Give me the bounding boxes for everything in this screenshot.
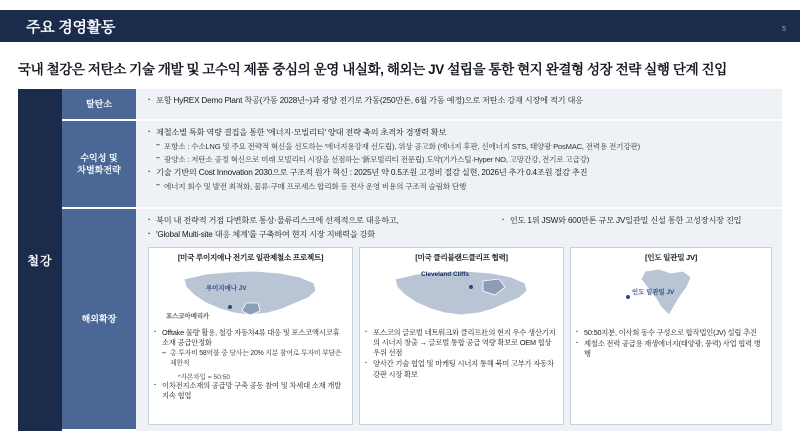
bullet: · 50:50지분, 이사회 동수 구성으로 합작법인(JV) 설립 추진 <box>576 328 766 338</box>
bullet: · 제철소 전력 공급용 재생에너지(태양광, 풍력) 사업 협력 병행 <box>576 339 766 359</box>
map-usa-louisiana <box>154 265 347 325</box>
overseas-summary <box>148 215 772 243</box>
bullet: · 기술 기반의 Cost Innovation 2030으로 구조적 원가 혁신 : 2025년 약 0.5조원 고정비 절감 실현, 2026년 추가 0.4조원 절감 추진 <box>148 167 772 179</box>
content-column <box>136 89 782 431</box>
bullet: · 인도 1위 JSW와 600만톤 규모 JV일관밀 신설 통한 고성장시장 진입 <box>502 215 772 227</box>
section-overseas <box>136 209 782 431</box>
card-note: *자본차입 = 50:50 <box>178 373 231 381</box>
card-title: [미국 클리블랜드클리프 협력] <box>415 252 508 262</box>
card-title: [인도 일관밀 JV] <box>645 252 697 262</box>
bullet: – 총 투자비 58억불 중 당사는 20% 지분 참여로 투자비 부담은 제한적 <box>154 349 347 368</box>
map-label-cleveland-cliffs: Cleveland Cliffs <box>421 270 469 278</box>
slide-title-band <box>0 10 800 42</box>
card-cleveland-cliffs <box>359 247 564 425</box>
bullet: – 포항소 : 수소LNG 및 주요 전략적 혁신을 선도하는 '에너지용강재 선도립), 위상 공고화 (에너지 후판, 신에너지 STS, 태양광 PosMAC, 전력용 전기강판) <box>148 141 772 152</box>
section-profitability <box>136 121 782 209</box>
map-marker <box>228 305 232 309</box>
bullet: · 북미 내 전략적 거점 다변화로 통상·물류리스크에 선제적으로 대응하고, <box>148 215 492 227</box>
map-marker <box>469 285 473 289</box>
bullet: – 에너지 회수 및 발전 최적화, 물류·구매 프로세스 합리화 등 전사 운영 비용의 구조적 슬림화 단행 <box>148 181 772 192</box>
overseas-cards <box>148 247 772 425</box>
category-overseas: 해외확장 <box>62 209 136 431</box>
bullet: · 제철소별 특화 역량 결집을 통한 '에너지·모빌리티' 양대 전략 축의 초격차 경쟁력 확보 <box>148 127 772 139</box>
card-title: [미국 루이지애나 전기로 일관제철소 프로젝트] <box>177 252 324 262</box>
bullet: · Offtake 물량 활용, 철강 자동차4류 대응 및 포스코액시코휴 소재 공급안정화 <box>154 328 347 348</box>
category-column <box>62 89 136 431</box>
page-title: 주요 경영활동 <box>26 18 116 36</box>
category-profitability-label: 수익성 및 차별화전략 <box>77 152 121 175</box>
bullet: · 양사간 기술 협업 및 마케팅 시너지 통해 북미 고부가 자동차강판 시장 확보 <box>365 359 558 379</box>
map-marker <box>626 295 630 299</box>
map-usa-cleveland <box>365 265 558 325</box>
content-table <box>18 88 782 431</box>
section-decarbonization <box>136 89 782 121</box>
category-profitability <box>62 121 136 209</box>
bullet: · 포항 HyREX Demo Plant 착공(가동 2028년~)과 광양 전기로 가동(250만톤, 6월 가동 예정)으로 저탄소 강재 시장에 적기 대응 <box>148 95 772 107</box>
row-label-steel: 철강 <box>18 89 62 431</box>
card-louisiana <box>148 247 353 425</box>
page-number: 5 <box>782 26 786 33</box>
headline: 국내 철강은 저탄소 기술 개발 및 고수익 제품 중심의 운영 내실화, 해외는 JV 설립을 통한 현지 완결형 성장 전략 실행 단계 진입 <box>18 62 727 77</box>
bullet-continuation: · 'Global Multi-site 대응 체계'를 구축하여 현지 시장 지배력을 강화 <box>148 229 492 241</box>
overseas-summary-left <box>148 215 492 243</box>
overseas-summary-right <box>502 215 772 243</box>
map-label-posco-america: 포스코아메리카 <box>166 312 210 320</box>
map-label-louisiana: 루이지애나 JV <box>206 284 247 292</box>
bullet: – 광양소 : 저탄소 공정 혁신으로 미래 모빌리티 시장을 선점하는 '新모빌리티 전문립) 도약(기가스틸·Hyper NO, 고망간강, 전기로 고급강) <box>148 154 772 165</box>
card-india-jv <box>570 247 772 425</box>
map-india <box>576 265 766 325</box>
category-decarbonization: 탈탄소 <box>62 89 136 121</box>
map-label-india-jv: 인도 일관밀 JV <box>632 288 675 296</box>
bullet: · 이차전지소재의 공급망 구축 공동 참여 및 차세대 소재 개발 지속 협업 <box>154 381 347 401</box>
bullet: · 포스코의 글로벌 네트워크와 클리프社의 현지 우수 생산기지의 시너지 창출 → 글로벌 통합 공급 역량 확보로 OEM 협상 우위 선점 <box>365 328 558 359</box>
